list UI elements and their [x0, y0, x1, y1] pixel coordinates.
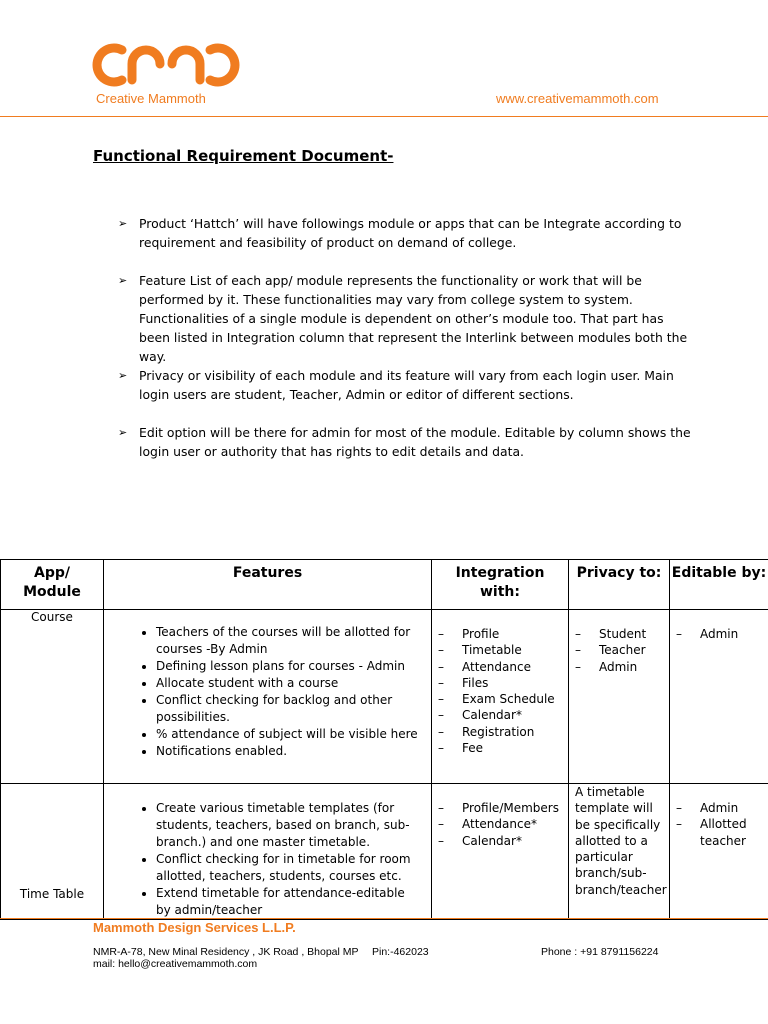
- header-privacy: Privacy to:: [569, 560, 670, 610]
- list-item: – Exam Schedule: [438, 692, 555, 707]
- list-item: – Allotted teacher: [676, 817, 747, 848]
- list-item: – Profile/Members: [438, 801, 559, 815]
- arrow-bullet-icon: ➢: [118, 274, 128, 287]
- list-item: – Timetable: [438, 643, 522, 658]
- integration-cell: [432, 610, 569, 784]
- footer-address: NMR-A-78, New Minal Residency , JK Road , Bhopal MP: [93, 946, 359, 958]
- list-item: • Notifications enabled.: [156, 743, 423, 760]
- list-item: – Student: [575, 627, 647, 641]
- document-title: Functional Requirement Document-: [93, 147, 394, 165]
- footer-pin: Pin:-462023: [372, 946, 429, 958]
- list-item: • Create various timetable templates (for students, teachers, based on branch, sub-branch.) and one master timetable.: [156, 800, 423, 851]
- arrow-bullet-icon: ➢: [118, 426, 128, 439]
- list-item: • % attendance of subject will be visible here: [156, 726, 423, 743]
- footer-company: Mammoth Design Services L.L.P.: [93, 920, 296, 935]
- module-cell: Time Table: [1, 784, 104, 920]
- module-cell: Course: [1, 610, 104, 784]
- table-header-row: [1, 560, 768, 610]
- editable-cell: [670, 784, 768, 920]
- privacy-cell: A timetable template will be specifically allotted to a particular branch/sub-branch/teacher: [569, 784, 670, 920]
- header-features: Features: [104, 560, 432, 610]
- list-item: • Conflict checking for backlog and other possibilities.: [156, 692, 423, 726]
- list-item: – Attendance*: [438, 817, 537, 832]
- mammoth-logo-icon: [92, 42, 240, 88]
- bullet-item: ➢ Privacy or visibility of each module and its feature will vary from each login user. Main login users are student, Teacher, Admin or editor of different sections.: [118, 368, 674, 402]
- website-link[interactable]: www.creativemammoth.com: [496, 91, 659, 106]
- list-item: – Attendance: [438, 659, 531, 674]
- header-integration: Integration with:: [432, 560, 569, 610]
- bullet-item: ➢ Feature List of each app/ module represents the functionality or work that will be performed by it. These functionalities may vary from college system to system. Functionalities of a single module is dependent on other’s module too. That part has been listed in Integration column that represent the Interlink between modules both the way.: [118, 273, 688, 364]
- list-item: – Registration: [438, 724, 535, 739]
- list-item: • Allocate student with a course: [156, 675, 423, 692]
- list-item: – Profile: [438, 627, 500, 641]
- arrow-bullet-icon: ➢: [118, 217, 128, 230]
- table-row: [1, 610, 768, 784]
- bullet-item: ➢ Product ‘Hattch’ will have followings module or apps that can be Integrate according to requirement and feasibility of product on demand of college.: [118, 216, 682, 250]
- footer-divider: [0, 918, 768, 919]
- table-row: [1, 784, 768, 920]
- list-item: • Extend timetable for attendance-editable by admin/teacher: [156, 885, 423, 919]
- list-item: • Defining lesson plans for courses - Admin: [156, 658, 423, 675]
- footer-mail[interactable]: mail: hello@creativemammoth.com: [93, 958, 258, 970]
- header-editable: Editable by:: [670, 560, 768, 610]
- list-item: • Conflict checking for in timetable for room allotted, teachers, students, courses etc.: [156, 851, 423, 885]
- list-item: – Admin: [676, 801, 739, 815]
- brand-name: Creative Mammoth: [96, 91, 206, 106]
- integration-cell: [432, 784, 569, 920]
- list-item: – Fee: [438, 741, 484, 756]
- bullet-item: ➢ Edit option will be there for admin for most of the module. Editable by column shows the login user or authority that has rights to edit details and data.: [118, 425, 691, 459]
- editable-cell: [670, 610, 768, 784]
- footer-phone: Phone : +91 8791156224: [541, 946, 659, 958]
- list-item: – Calendar*: [438, 833, 522, 848]
- list-item: – Teacher: [575, 643, 646, 658]
- privacy-cell: [569, 610, 670, 784]
- intro-bullet-list: [118, 214, 698, 461]
- arrow-bullet-icon: ➢: [118, 369, 128, 382]
- list-item: – Files: [438, 675, 489, 690]
- list-item: • Teachers of the courses will be allotted for courses -By Admin: [156, 624, 423, 658]
- features-cell: [104, 610, 432, 784]
- header-divider: [0, 116, 768, 117]
- module-feature-table: [0, 559, 768, 920]
- features-cell: [104, 784, 432, 920]
- list-item: – Admin: [676, 627, 739, 641]
- list-item: – Admin: [575, 659, 638, 674]
- header-module: App/ Module: [1, 560, 104, 610]
- list-item: – Calendar*: [438, 708, 522, 723]
